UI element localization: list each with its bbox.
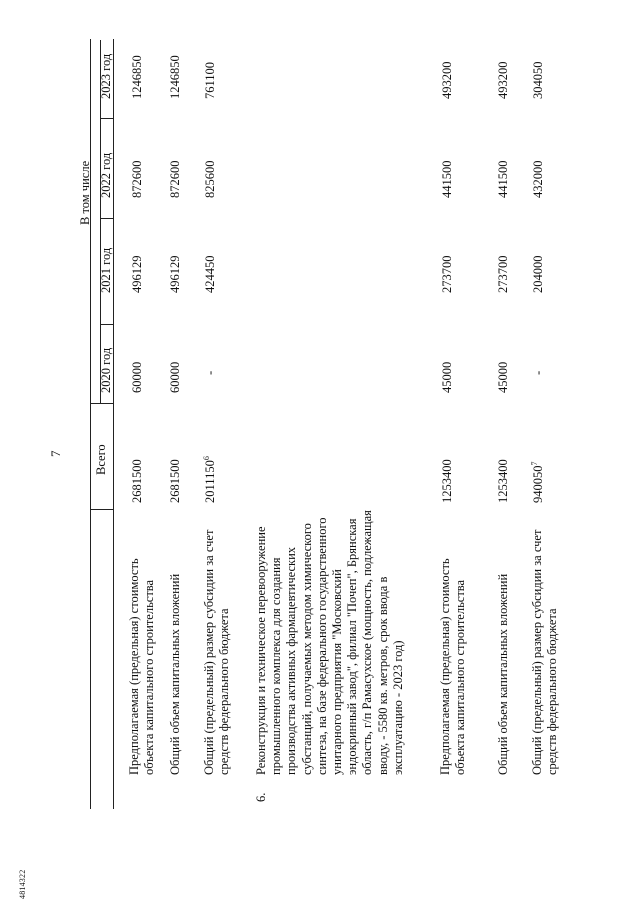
row-2020: 45000: [496, 361, 510, 393]
row-label: Общий (предельный) размер субсидии за счет средств федерального бюджета: [202, 529, 232, 775]
row-2021: 496129: [168, 255, 182, 293]
row-2021: 273700: [440, 255, 454, 293]
row-number: 6.: [254, 792, 268, 802]
row-label: Предполагаемая (предельная) стоимость объекта капитального строительства: [127, 558, 157, 775]
row-2021: 496129: [130, 255, 144, 293]
row-2022: 441500: [496, 160, 510, 198]
header-year-2023: 2023 год: [99, 53, 113, 99]
header-year-2020: 2020 год: [99, 347, 113, 393]
header-year-2022: 2022 год: [99, 152, 113, 198]
col-divider-2020: [90, 403, 113, 404]
row-total: 2681500: [130, 459, 144, 503]
row-2021: 424450: [203, 255, 217, 293]
col-divider-2021: [100, 324, 113, 325]
row-label: Общий объем капитальных вложений: [496, 573, 510, 775]
row-2020: 60000: [130, 361, 144, 393]
row-label: Общий (предельный) размер субсидии за счет средств федерального бюджета: [530, 529, 560, 775]
row-total-cell: [531, 462, 546, 504]
col-divider-2022: [100, 218, 113, 219]
header-total: Всего: [94, 444, 108, 475]
row-2022: 441500: [440, 160, 454, 198]
row-2022: 872600: [130, 160, 144, 198]
row-total: 940050: [531, 465, 545, 503]
col-divider-total: [90, 509, 113, 510]
row-total: 1253400: [496, 459, 510, 503]
row-2020: 60000: [168, 361, 182, 393]
row-2023: 304050: [531, 61, 545, 99]
row-2021: 204000: [531, 255, 545, 293]
row-2023: 761100: [203, 61, 217, 99]
footnote-mark: 7: [529, 461, 539, 466]
row-total: 2681500: [168, 459, 182, 503]
col-divider-2023: [100, 118, 113, 119]
row-total-cell: [203, 456, 218, 503]
row-2023: 493200: [496, 61, 510, 99]
row-2022: 825600: [203, 160, 217, 198]
row-2023: 1246850: [130, 55, 144, 99]
page-number: 7: [48, 450, 63, 457]
row-2020: -: [203, 370, 217, 375]
row-2021: 273700: [496, 255, 510, 293]
row-total: 2011150: [203, 460, 217, 503]
row-2023: 493200: [440, 61, 454, 99]
row-2020: 45000: [440, 361, 454, 393]
header-year-2021: 2021 год: [99, 247, 113, 293]
document-id: 4814322: [18, 869, 27, 899]
row-2022: 872600: [168, 160, 182, 198]
row-2022: 432000: [531, 160, 545, 198]
header-including: В том числе: [78, 160, 92, 225]
project-description: Реконструкция и техническое перевооружение промышленного комплекса для создания производства активных фармацевтических субстанций, получаемых методом химического синтеза, на базе федерального государственного унитарного предприятия "Московский эндокринный завод", филиал "Почеп", Брянская область, г/п Рамасухское (мощность, подлежащая вводу, - 5580 кв. метров, срок ввода в эксплуатацию - 2023 год): [254, 510, 405, 775]
row-total: 1253400: [440, 459, 454, 503]
row-2023: 1246850: [168, 55, 182, 99]
footnote-mark: 6: [201, 456, 211, 461]
row-label: Общий объем капитальных вложений: [168, 573, 182, 775]
row-2020: -: [531, 370, 545, 375]
row-label: Предполагаемая (предельная) стоимость объекта капитального строительства: [438, 558, 468, 775]
